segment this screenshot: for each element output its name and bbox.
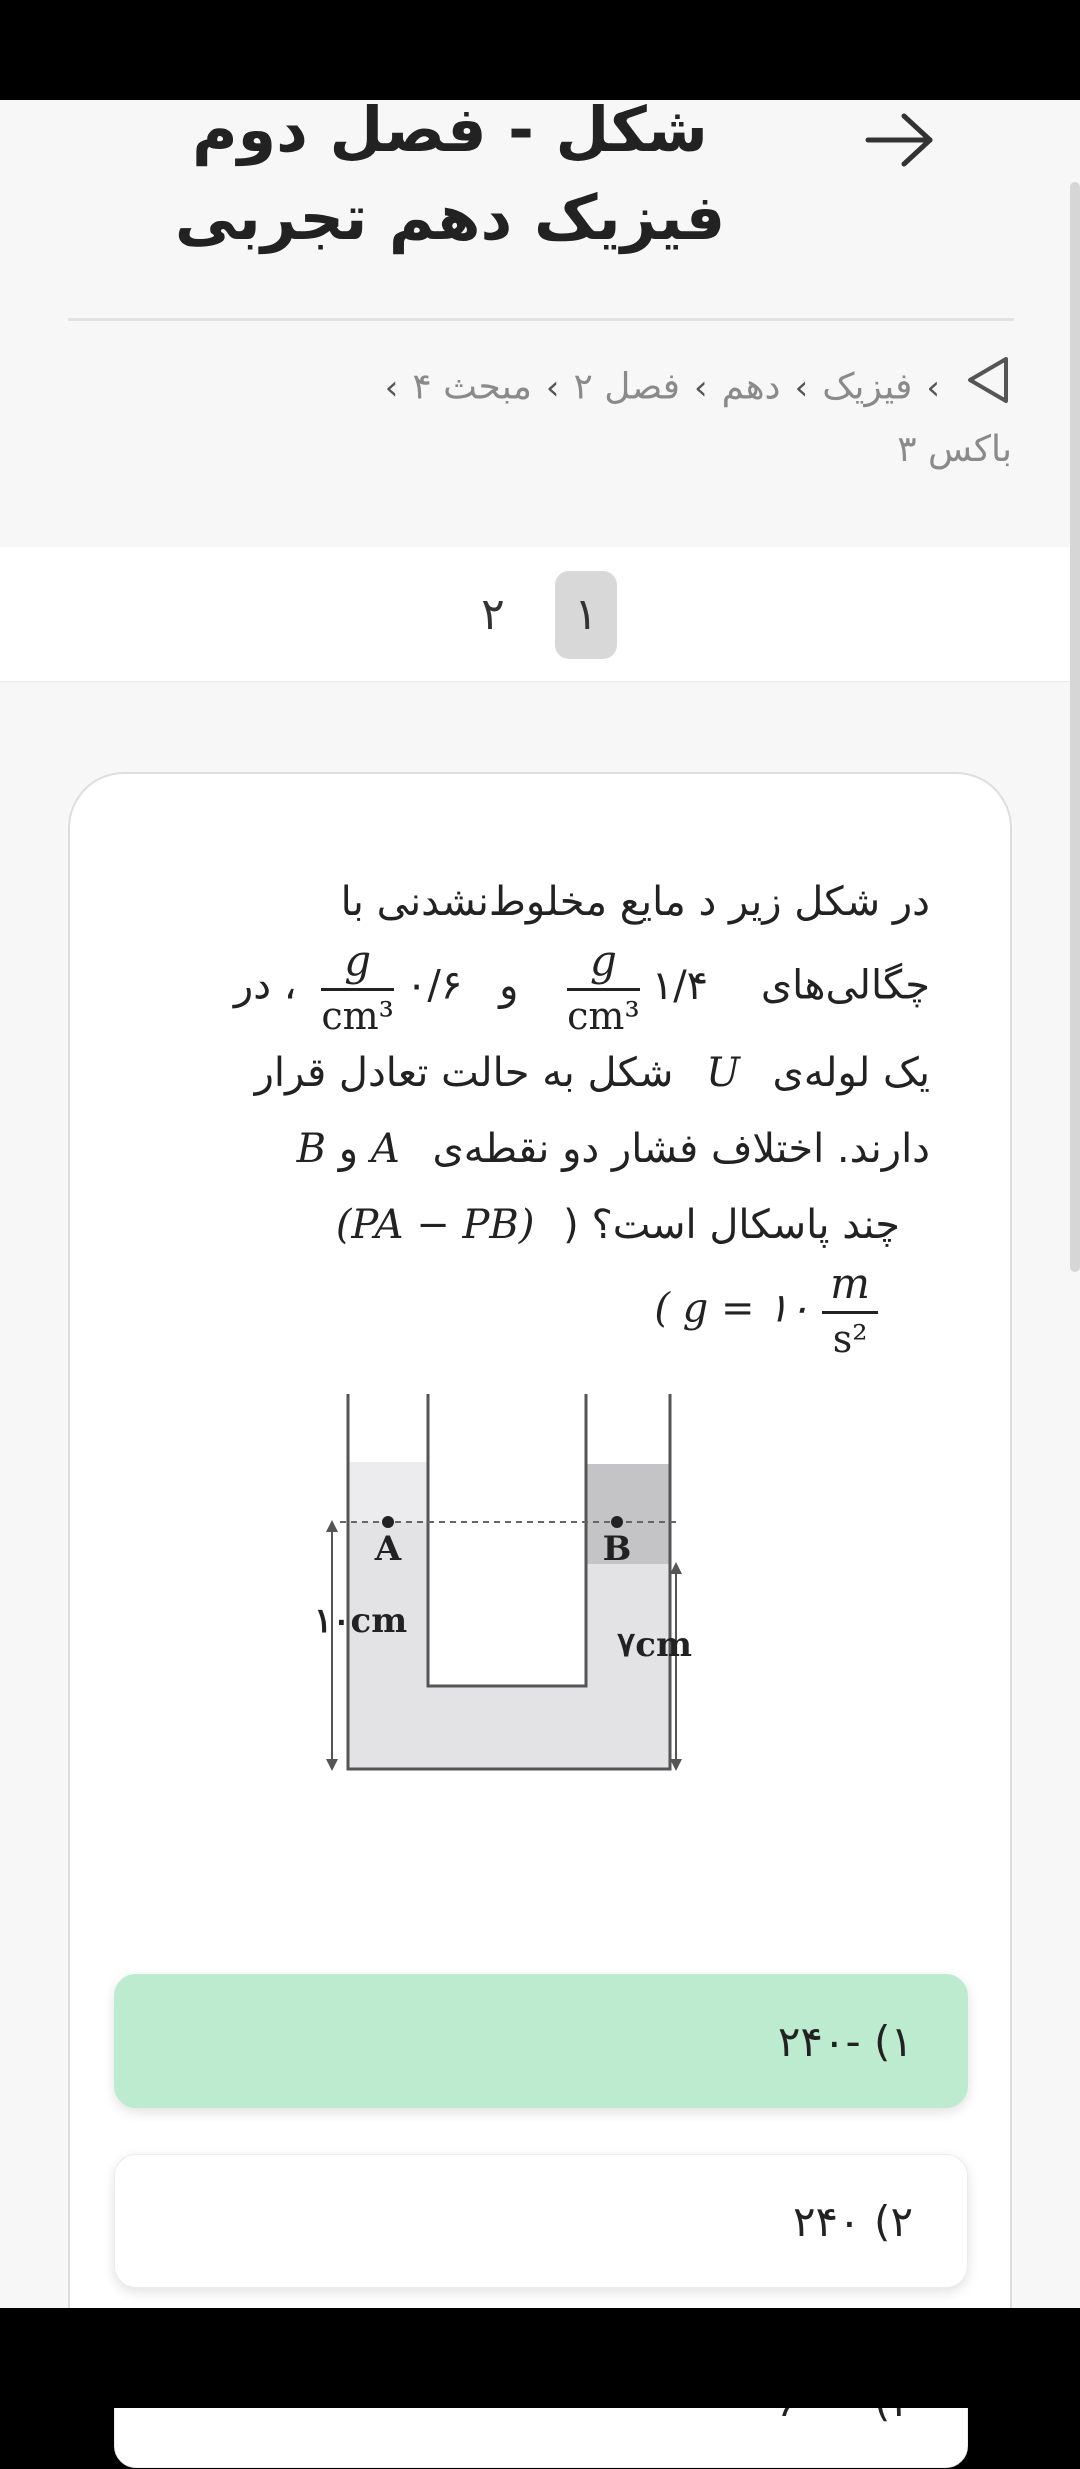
density-unit-fraction: $\frac{g}{\text{cm³}}$ [321,936,394,1038]
page-title: شکل - فصل دوم فیزیک دهم تجربی [174,93,726,254]
point-a-label: A [374,1529,402,1569]
u-tube-diagram [150,1374,800,1774]
header [0,93,1080,547]
breadcrumb-item[interactable]: فیزیک [822,366,913,408]
question-line: ( g = ۱۰ $\frac{m}{\text{s²}}$ [130,1263,930,1358]
point-b-marker [611,1516,623,1528]
question-line: در شکل زیر د مایع مخلوط‌نشدنی با [340,879,930,925]
page-button-1[interactable]: ۱ [555,571,617,659]
breadcrumb [152,355,1012,478]
scrollbar[interactable] [1070,182,1080,1272]
question-card [68,772,1012,2372]
navigation-bar [0,2308,1080,2408]
left-height-label: ۱۰cm [314,1601,408,1641]
density-unit-fraction: $\frac{g}{\text{cm³}}$ [567,936,640,1038]
right-height-label: ۷cm [617,1625,692,1665]
chevron-icon: › [384,367,399,408]
question-line: چگالی‌های ۱/۴ $\frac{g}{\text{cm³}}$ و ۰/۶ $\frac{g}{\text{cm³}}$ ، در [233,936,930,1038]
question-line: چند پاسکال است؟ ( (PA − PB) [335,1202,900,1248]
arrow-right-icon [864,110,936,170]
question-line: دارند. اختلاف فشار دو نقطه‌ی A و B [296,1126,930,1172]
chevron-icon: › [694,367,708,408]
play-icon [966,355,1012,422]
status-bar [0,0,1080,100]
chevron-icon: › [794,367,809,408]
chevron-icon: › [545,367,560,408]
divider [68,318,1014,321]
screen [0,93,1080,2308]
g-unit-fraction: $\frac{m}{\text{s²}}$ [822,1263,878,1358]
page-button-2[interactable]: ۲ [481,589,505,640]
answer-option-2[interactable]: ۲) ۲۴۰ [114,2154,968,2288]
pagination [0,547,1070,682]
question-line: یک لوله‌ی U شکل به حالت تعادل قرار [254,1050,930,1096]
breadcrumb-item[interactable]: باکس ۳ [897,429,1012,470]
point-a-marker [382,1516,394,1528]
point-b-label: B [602,1529,632,1569]
question-text [130,864,930,1361]
answer-option-1[interactable]: ۱) -۲۴۰ [114,1974,968,2108]
chevron-icon: › [926,367,940,408]
breadcrumb-item[interactable]: فصل ۲ [573,366,680,408]
breadcrumb-item[interactable]: دهم [721,366,781,408]
breadcrumb-item[interactable]: مبحث ۴ [412,366,532,408]
back-button[interactable] [860,100,940,180]
